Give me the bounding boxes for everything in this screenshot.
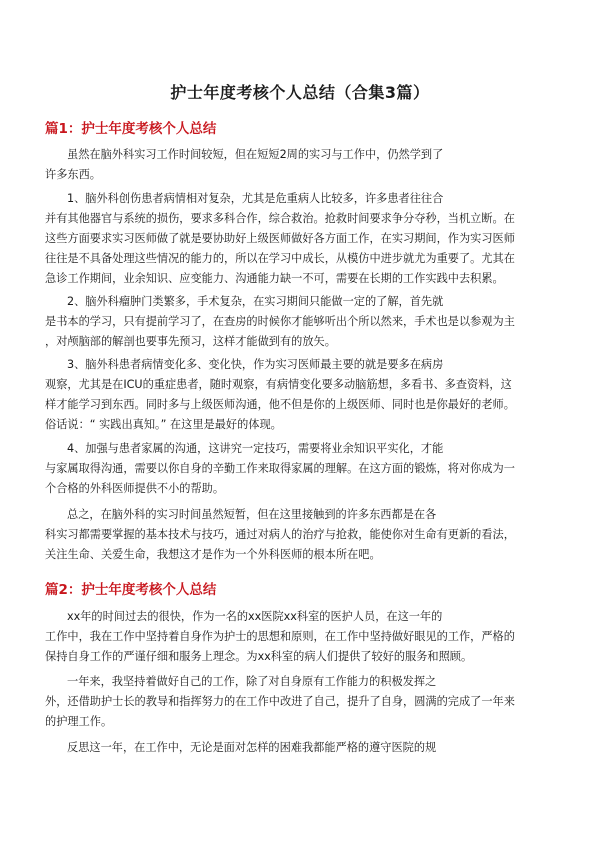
text-line: 保持自身工作的严谨仔细和服务上理念。为xx科室的病人们提供了较好的服务和照顾。 [45, 650, 473, 663]
text-line: 俗话说：“ 实践出真知。” 在这里是最好的体现。 [45, 418, 282, 431]
text-line: 2、脑外科瘤肿门类繁多，手术复杂，在实习期间只能做一定的了解，首先就 [67, 295, 444, 308]
text-line: 总之，在脑外科的实习时间虽然短暂，但在这里接触到的许多东西都是在各 [67, 508, 437, 521]
s2-paragraph-3 [45, 738, 557, 758]
text-line: 样才能学习到东西。同时多与上级医师沟通，他不但是你的上级医师、同时也是你最好的老师。 [45, 398, 515, 411]
text-line: 反思这一年，在工作中，无论是面对怎样的困难我都能严格的遵守医院的规 [67, 741, 437, 754]
s1-paragraph-3 [45, 292, 557, 352]
text-line: ，对颅脑部的解剖也要事先预习，这样才能做到有的放矢。 [45, 335, 336, 348]
text-line: 关注生命、关爱生命，我想这才是作为一个外科医师的根本所在吧。 [45, 548, 381, 561]
text-line: 急诊工作期间，业余知识、应变能力、沟通能力缺一不可，需要在长期的工作实践中去积累。 [45, 272, 504, 285]
text-line: 4、加强与患者家属的沟通，这讲究一定技巧，需要将业余知识平实化，才能 [67, 442, 444, 455]
text-line: 这些方面要求实习医师做了就是要协助好上级医师做好各方面工作，在实习期间，作为实习医师 [45, 232, 515, 245]
text-line: 3、脑外科患者病情变化多、变化快，作为实习医师最主要的就是要多在病房 [67, 358, 444, 371]
text-line: 许多东西。 [45, 168, 101, 181]
text-line: 是书本的学习，只有提前学习了，在查房的时候你才能够听出个所以然来，手术也是以参观为主 [45, 315, 515, 328]
section-1-heading: 篇1：护士年度考核个人总结 [45, 121, 217, 137]
s1-paragraph-6 [45, 505, 557, 565]
text-line: 虽然在脑外科实习工作时间较短，但在短短2周的实习与工作中，仍然学到了 [67, 148, 444, 161]
s1-paragraph-1 [45, 145, 557, 185]
text-line: 个合格的外科医师提供不小的帮助。 [45, 482, 225, 495]
text-line: 往往是不具备处理这些情况的能力的，所以在学习中成长，从模仿中进步就尤为重要了。尤其在 [45, 252, 515, 265]
document-title: 护士年度考核个人总结（合集3篇） [170, 83, 430, 102]
s1-paragraph-4 [45, 355, 557, 435]
s1-paragraph-2 [45, 189, 557, 289]
text-line: 科实习都需要掌握的基本技术与技巧，通过对病人的治疗与抢救，能使你对生命有更新的看法， [45, 528, 515, 541]
s2-paragraph-2 [45, 672, 557, 732]
text-line: 1、脑外科创伤患者病情相对复杂，尤其是危重病人比较多，许多患者往往合 [67, 192, 444, 205]
text-line: xx年的时间过去的很快，作为一名的xx医院xx科室的医护人员，在这一年的 [67, 610, 443, 623]
text-line: 一年来，我坚持着做好自己的工作，除了对自身原有工作能力的积极发挥之 [67, 675, 437, 688]
text-line: 外，还借助护士长的教导和指挥努力的在工作中改进了自己，提升了自身，圆满的完成了一年来 [45, 695, 515, 708]
text-line: 观察，尤其是在ICU的重症患者，随时观察，有病情变化要多动脑筋想，多看书、多查资料，这 [45, 378, 512, 391]
s2-paragraph-1 [45, 607, 557, 667]
text-line: 的护理工作。 [45, 715, 113, 728]
text-line: 并有其他器官与系统的损伤，要求多科合作，综合救治。抢救时间要求争分夺秒，当机立断。在 [45, 212, 515, 225]
text-line: 工作中，我在工作中坚持着自身作为护士的思想和原则，在工作中坚持做好眼见的工作，严格的 [45, 630, 515, 643]
s1-paragraph-5 [45, 439, 557, 499]
section-2-heading: 篇2：护士年度考核个人总结 [45, 582, 217, 598]
text-line: 与家属取得沟通，需要以你自身的辛勤工作来取得家属的理解。在这方面的锻炼，将对你成为一 [45, 462, 515, 475]
